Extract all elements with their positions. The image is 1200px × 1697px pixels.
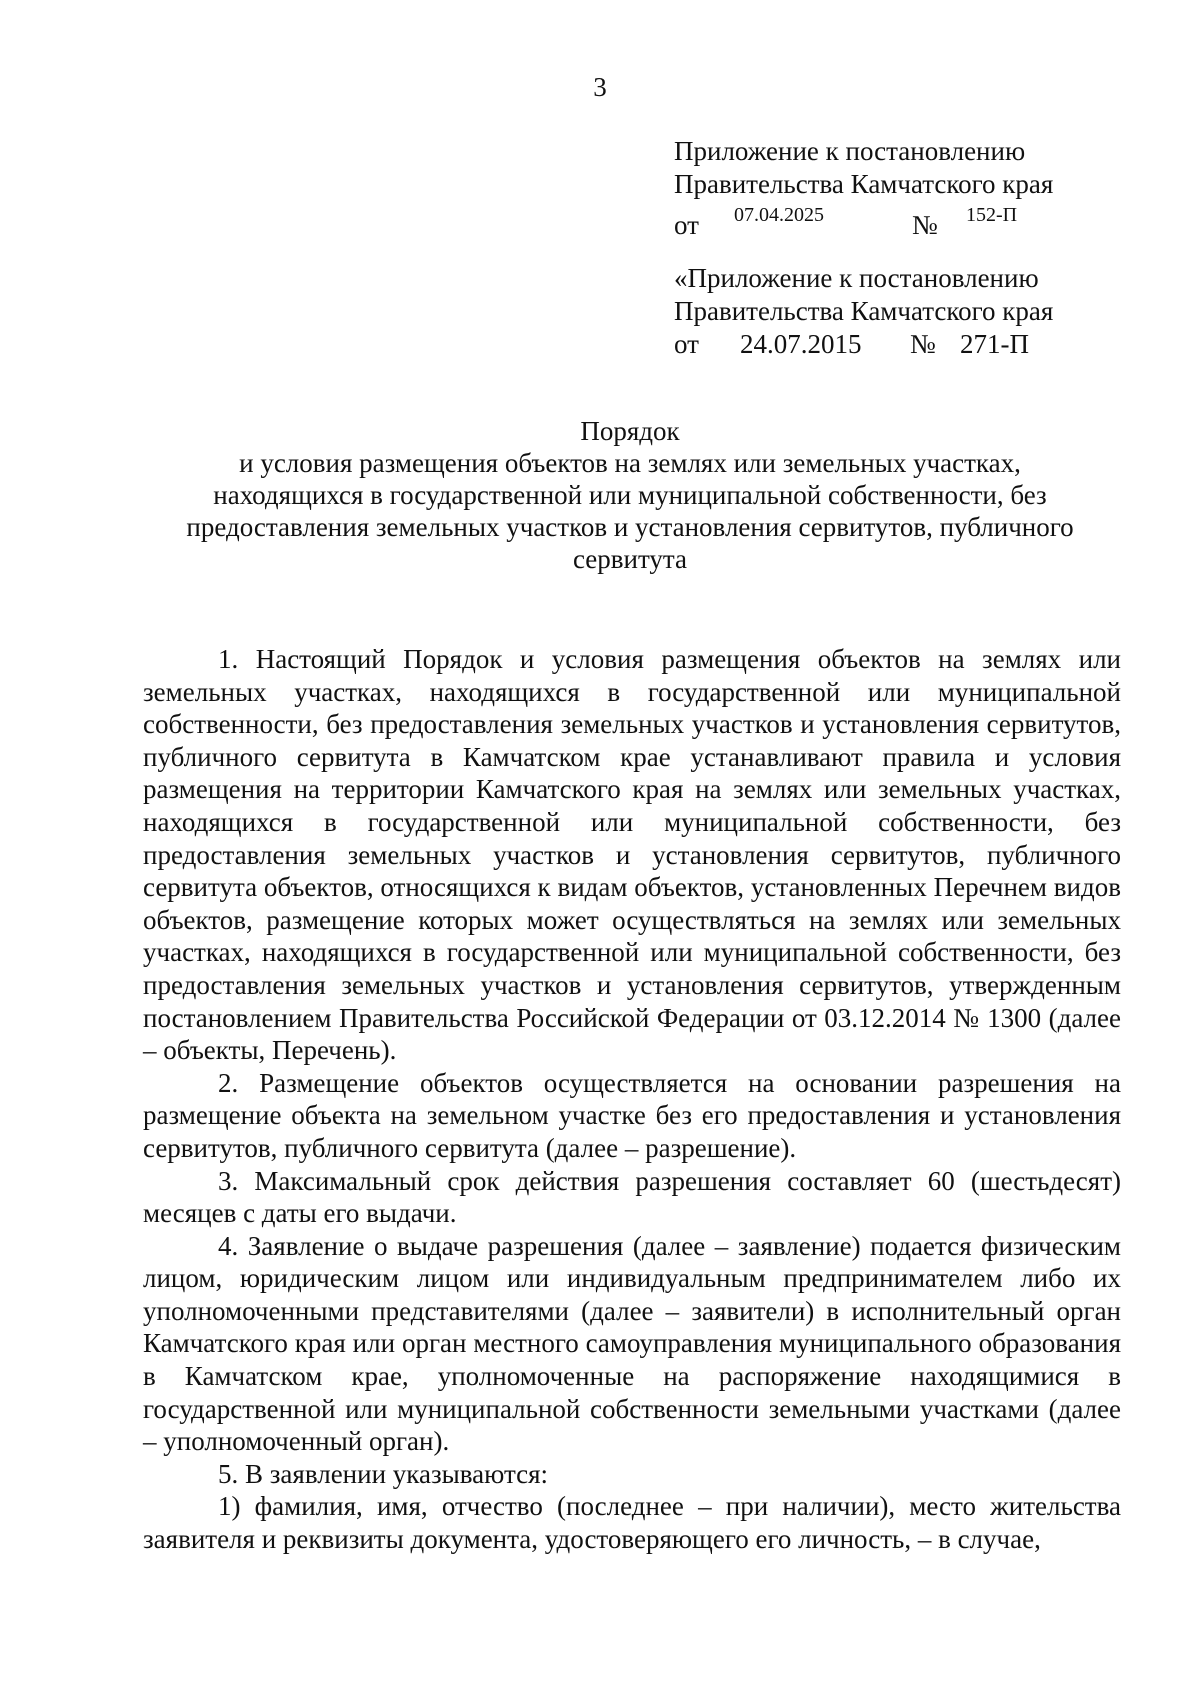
paragraph: 2. Размещение объектов осуществляется на основании разрешения на размещение объекта на земельном участке без его предоставления и установления сервитутов, публичного сервитута (далее – разрешение). xyxy=(143,1067,1121,1163)
page-number: 3 xyxy=(593,72,607,102)
paragraph: 1) фамилия, имя, отчество (последнее – при наличии), место жительства заявителя и реквизиты документа, удостоверяющего его личность, – в случае, xyxy=(143,1491,1121,1555)
appendix-current-line1: Приложение к постановлению xyxy=(674,136,1026,166)
appendix-current-block xyxy=(674,135,1054,240)
from-label: от xyxy=(674,329,699,359)
decree-date: 24.07.2015 xyxy=(740,329,862,359)
appendix-current-line2: Правительства Камчатского края xyxy=(674,169,1054,199)
decree-number: 152-П xyxy=(966,204,1018,226)
title-line: находящихся в государственной или муниципальной собственности, без xyxy=(213,480,1047,510)
appendix-current-requisites xyxy=(674,201,1053,240)
paragraph: 5. В заявлении указываются: xyxy=(218,1458,548,1489)
document-title xyxy=(150,415,1110,575)
number-sign: № xyxy=(910,329,936,359)
decree-number: 271-П xyxy=(960,329,1029,359)
title-line: и условия размещения объектов на землях или земельных участках, xyxy=(239,448,1021,478)
appendix-original-line2: Правительства Камчатского края xyxy=(674,296,1054,326)
appendix-original-line1: «Приложение к постановлению xyxy=(674,263,1039,293)
appendix-original-block xyxy=(674,262,1053,361)
document-body xyxy=(143,643,1121,1556)
title-line: Порядок xyxy=(580,416,680,446)
paragraph: 4. Заявление о выдаче разрешения (далее – заявление) подается физическим лицом, юридическим лицом или индивидуальным предпринимателем либо их уполномоченными представителями (далее – заявители) в исполнительный орган Камчатского края или орган местного самоуправления муниципального образования в Камчатском крае, уполномоченные на распоряжение находящимися в государственной или муниципальной собственности земельными участками (далее – уполномоченный орган). xyxy=(143,1230,1121,1457)
from-label: от xyxy=(674,210,699,240)
paragraph: 1. Настоящий Порядок и условия размещения объектов на землях или земельных участках, находящихся в государственной или муниципальной собственности, без предоставления земельных участков и установления сервитутов, публичного сервитута в Камчатском крае устанавливают правила и условия размещения на территории Камчатского края на землях или земельных участках, находящихся в государственной или муниципальной собственности, без предоставления земельных участков и установления сервитутов, публичного сервитута объектов, относящихся к видам объектов, установленных Перечнем видов объектов, размещение которых может осуществляться на землях или земельных участках, находящихся в государственной или муниципальной собственности, без предоставления земельных участков и установления сервитутов, утвержденным постановлением Правительства Российской Федерации от 03.12.2014 № 1300 (далее – объекты, Перечень). xyxy=(143,644,1121,1066)
paragraph: 3. Максимальный срок действия разрешения составляет 60 (шестьдесят) месяцев с даты его выдачи. xyxy=(143,1165,1121,1229)
title-line: сервитута xyxy=(572,544,688,574)
decree-date: 07.04.2025 xyxy=(734,204,824,226)
appendix-original-requisites xyxy=(674,328,1053,361)
title-line: предоставления земельных участков и установления сервитутов, публичного xyxy=(186,512,1074,542)
number-sign: № xyxy=(912,210,938,240)
